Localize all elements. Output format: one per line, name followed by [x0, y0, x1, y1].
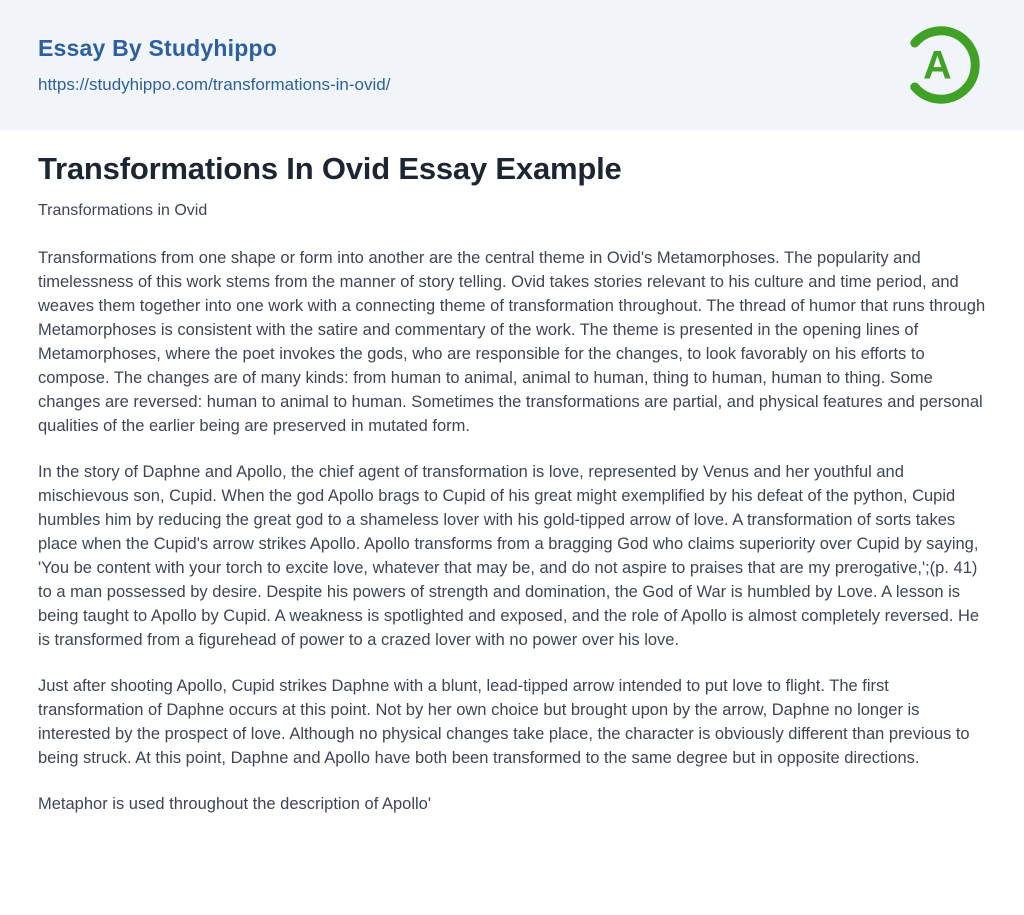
article-paragraph-3: Just after shooting Apollo, Cupid strikes Daphne with a blunt, lead-tipped arrow intended to put love to flight. The first transformation of Daphne occurs at this point. Not by her own choice but brought upon by the arrow, Daphne no longer is interested by the prospect of love. Although no physical changes take place, the character is obviously different than previous to being struck. At this point, Daphne and Apollo have both been transformed to the same degree but in opposite directions.	[38, 677, 970, 768]
article-url-link[interactable]: https://studyhippo.com/transformations-in-ovid/	[38, 74, 391, 94]
article	[0, 130, 1024, 856]
article-paragraph-1: Transformations from one shape or form into another are the central theme in Ovid's Metamorphoses. The popularity and timelessness of this work stems from the manner of story telling. Ovid takes stories relevant to his culture and time period, and weaves them together into one work with a connecting theme of transformation throughout. The thread of humor that runs through Metamorphoses is consistent with the satire and commentary of the work. The theme is presented in the opening lines of Metamorphoses, where the poet invokes the gods, who are responsible for the changes, to look favorably on his efforts to compose. The changes are of many kinds: from human to animal, animal to human, thing to human, human to thing. Some changes are reversed: human to animal to human. Sometimes the transformations are partial, and physical features and personal qualities of the earlier being are preserved in mutated form.	[38, 249, 986, 436]
article-paragraph-2: In the story of Daphne and Apollo, the chief agent of transformation is love, represented by Venus and her youthful and mischievous son, Cupid. When the god Apollo brags to Cupid of his great might exemplified by his defeat of the python, Cupid humbles him by reducing the great god to a shameless lover with his gold-tipped arrow of love. A transformation of sorts takes place when the Cupid's arrow strikes Apollo. Apollo transforms from a bragging God who claims superiority over Cupid by saying, 'You be content with your torch to excite love, whatever that may be, and do not aspire to praises that are my prerogative,';(p. 41) to a man possessed by desire. Despite his powers of strength and domination, the God of War is humbled by Love. A lesson is being taught to Apollo by Cupid. A weakness is spotlighted and exposed, and the role of Apollo is almost completely reversed. He is transformed from a figurehead of power to a crazed lover with no power over his love.	[38, 463, 980, 650]
header-text-block	[38, 35, 390, 95]
article-paragraph-4: Metaphor is used throughout the description of Apollo'	[38, 795, 431, 814]
article-title: Transformations In Ovid Essay Example	[38, 151, 622, 186]
logo-letter: A	[923, 43, 952, 88]
article-subtitle: Transformations in Ovid	[38, 201, 208, 219]
studyhippo-logo-icon	[896, 20, 986, 110]
site-title: Essay By Studyhippo	[38, 35, 277, 62]
site-header	[0, 0, 1024, 130]
